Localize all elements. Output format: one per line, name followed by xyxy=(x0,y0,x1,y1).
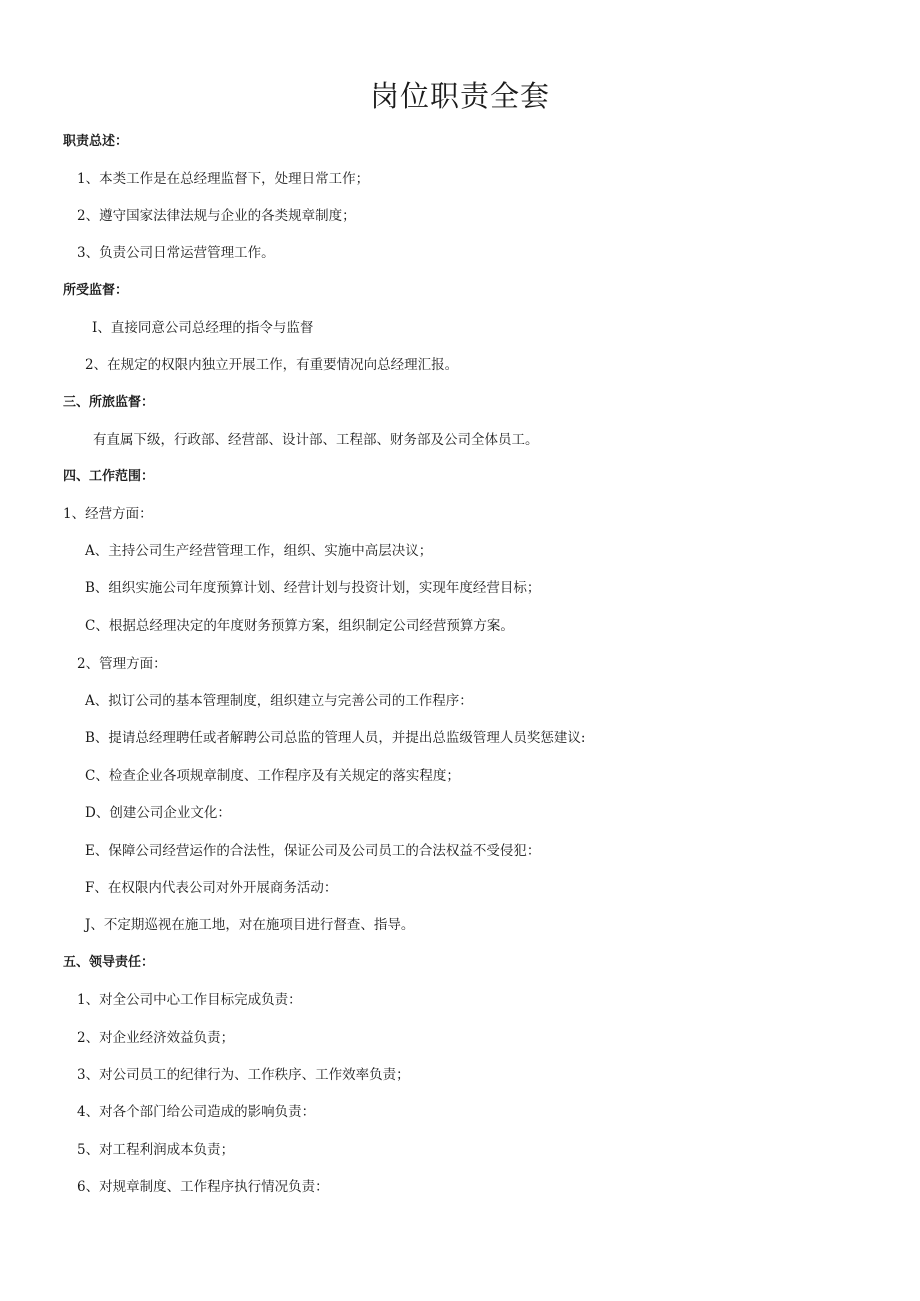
section-heading-leadership: 五、领导责任： xyxy=(63,955,155,970)
subsection-label-management: 2、管理方面： xyxy=(77,656,167,672)
list-item: F、在权限内代表公司对外开展商务活动： xyxy=(85,880,338,896)
document-title: 岗位职责全套 xyxy=(369,79,550,113)
list-item: 1、本类工作是在总经理监督下，处理日常工作； xyxy=(77,171,370,187)
paragraph: 有直属下级，行政部、经营部、设计部、工程部、财务部及公司全体员工。 xyxy=(93,432,539,448)
section-heading-overview: 职责总述： xyxy=(63,134,129,149)
list-item: C、根据总经理决定的年度财务预算方案，组织制定公司经营预算方案。 xyxy=(85,618,514,634)
list-item: A、拟订公司的基本管理制度，组织建立与完善公司的工作程序： xyxy=(85,693,473,709)
section-heading-scope: 四、工作范围： xyxy=(63,469,155,484)
list-item: C、检查企业各项规章制度、工作程序及有关规定的落实程度； xyxy=(85,768,460,784)
list-item: 3、对公司员工的纪律行为、工作秩序、工作效率负责； xyxy=(77,1067,410,1083)
list-item: D、创建公司企业文化： xyxy=(85,805,231,821)
list-item: 2、在规定的权限内独立开展工作，有重要情况向总经理汇报。 xyxy=(85,357,459,373)
list-item: 2、对企业经济效益负责； xyxy=(77,1030,235,1046)
list-item: 1、对全公司中心工作目标完成负责： xyxy=(77,992,302,1008)
list-item: J、不定期巡视在施工地，对在施项目进行督查、指导。 xyxy=(85,917,415,933)
list-item: E、保障公司经营运作的合法性，保证公司及公司员工的合法权益不受侵犯： xyxy=(85,843,541,859)
list-item: 3、负责公司日常运营管理工作。 xyxy=(77,245,275,261)
list-item: B、提请总经理聘任或者解聘公司总监的管理人员，并提出总监级管理人员奖惩建议: xyxy=(85,730,586,746)
list-item: 5、对工程利润成本负责； xyxy=(77,1142,235,1158)
list-item: 2、遵守国家法律法规与企业的各类规章制度； xyxy=(77,208,356,224)
list-item: 6、对规章制度、工作程序执行情况负责： xyxy=(77,1179,329,1195)
section-heading-subordinates: 三、所旅监督： xyxy=(63,395,155,410)
subsection-label-business: 1、经营方面： xyxy=(63,506,153,522)
list-item: 4、对各个部门给公司造成的影响负责： xyxy=(77,1104,316,1120)
list-item: A、主持公司生产经营管理工作，组织、实施中高层决议； xyxy=(85,543,433,559)
list-item: B、组织实施公司年度预算计划、经营计划与投资计划，实现年度经营目标； xyxy=(85,580,541,596)
list-item: I、直接同意公司总经理的指令与监督 xyxy=(92,320,314,336)
section-heading-supervision: 所受监督： xyxy=(63,283,129,298)
